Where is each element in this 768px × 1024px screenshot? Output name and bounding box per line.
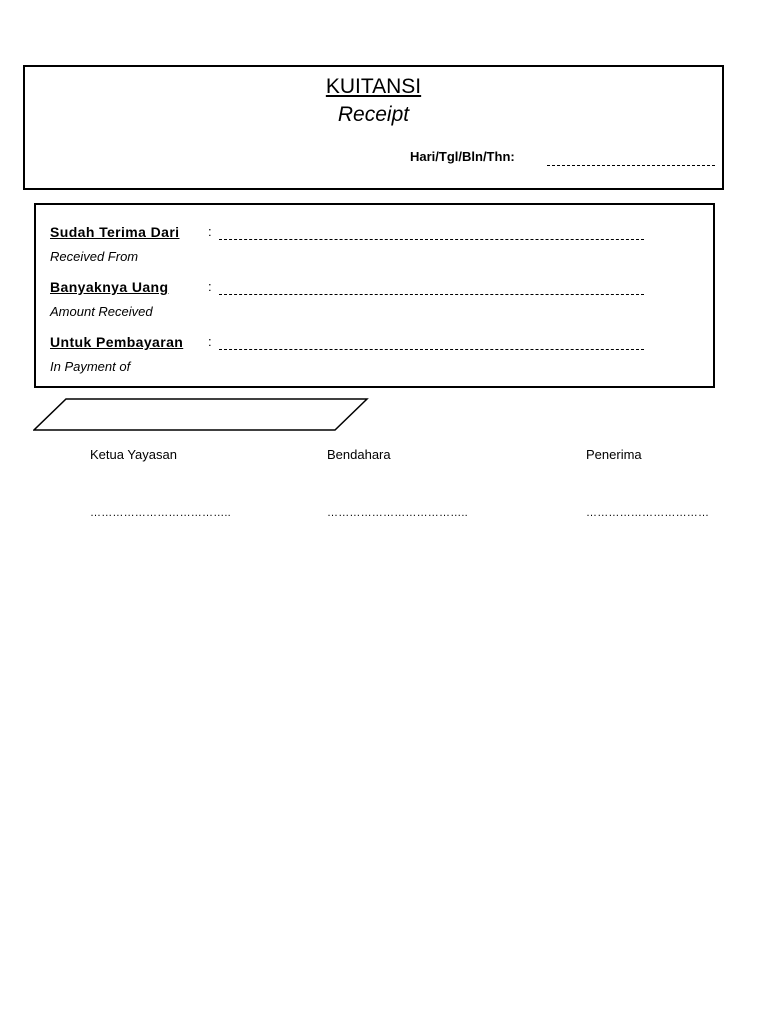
field-colon: : xyxy=(208,334,212,349)
field-colon: : xyxy=(208,224,212,239)
field-label: Sudah Terima Dari xyxy=(50,224,180,240)
field-sublabel: Amount Received xyxy=(50,304,153,319)
field-label: Banyaknya Uang xyxy=(50,279,169,295)
field-sublabel: Received From xyxy=(50,249,139,264)
receipt-subtitle: Receipt xyxy=(337,103,410,126)
amount-box[interactable] xyxy=(33,398,369,432)
date-label: Hari/Tgl/Bln/Thn: xyxy=(410,149,515,164)
receipt-form xyxy=(34,203,715,388)
signature-line-chairman[interactable]: ……………………………….. xyxy=(90,507,231,519)
signature-role-recipient: Penerima xyxy=(586,447,642,462)
signature-role-chairman: Ketua Yayasan xyxy=(90,447,177,462)
field-payment-for xyxy=(36,334,713,384)
receipt-title: KUITANSI xyxy=(325,75,422,98)
signature-line-treasurer[interactable]: ……………………………….. xyxy=(327,507,468,519)
field-received-from xyxy=(36,224,713,274)
signature-role-treasurer: Bendahara xyxy=(327,447,391,462)
field-colon: : xyxy=(208,279,212,294)
receipt-header xyxy=(23,65,724,190)
signature-line-recipient[interactable]: …………………………… xyxy=(586,507,710,519)
amount-box-shape xyxy=(34,399,367,430)
field-amount-received xyxy=(36,279,713,329)
date-field[interactable] xyxy=(547,165,715,166)
field-sublabel: In Payment of xyxy=(50,359,131,374)
amount-received-field[interactable] xyxy=(219,294,644,295)
field-label: Untuk Pembayaran xyxy=(50,334,184,350)
payment-for-field[interactable] xyxy=(219,349,644,350)
received-from-field[interactable] xyxy=(219,239,644,240)
